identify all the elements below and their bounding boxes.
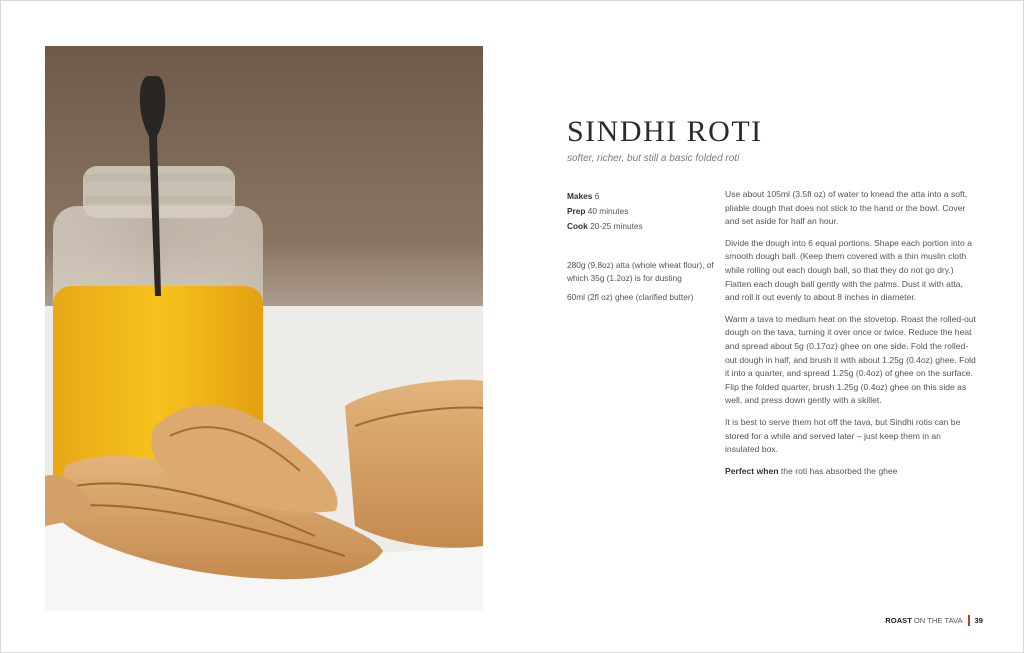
meta-cook [567, 219, 643, 234]
meta-label: Makes [567, 191, 593, 201]
method-steps [725, 188, 977, 486]
ingredient-item: 280g (9.8oz) atta (whole wheat flour), of which 35g (1.2oz) is for dusting [567, 260, 714, 283]
footer-section-rest: ON THE TAVA [913, 616, 963, 625]
perfect-when-label: Perfect when [725, 465, 779, 476]
footer-divider [968, 615, 970, 626]
meta-value: 20-25 minutes [590, 221, 643, 231]
recipe-meta [567, 189, 643, 234]
perfect-when-text: the roti has absorbed the ghee [778, 465, 898, 476]
recipe-photo [45, 46, 483, 611]
method-step: Divide the dough into 6 equal portions. Shape each portion into a smooth dough ball. (Keep them covered with a thin muslin cloth while rolling out each dough ball, so that they do not go dry.) Flatten each dough ball gently with the palms. Dust it with atta, and roll it out evenly to about 8 inches in diameter. [725, 237, 973, 303]
ghee-jar-and-rotis-illustration [45, 46, 483, 611]
meta-value: 40 minutes [587, 206, 629, 216]
meta-label: Prep [567, 206, 586, 216]
ingredients-list [567, 259, 717, 311]
meta-value: 6 [594, 191, 600, 201]
method-step: Warm a tava to medium heat on the stovetop. Roast the rolled-out dough on the tava, turning it over once or twice. Reduce the heat and spread about 5g (0.17oz) ghee on one side. Fold the rolled-out dough in half, and brush it with about 1.25g (0.4oz) ghee. Fold it into a quarter, and spread 1.25g (0.4oz) of ghee on the surface. Flip the folded quarter, brush 1.25g (0.4oz) ghee on this side as well, and press down gently with a skillet. [725, 313, 976, 406]
ingredient-item: 60ml (2fl oz) ghee (clarified butter) [567, 292, 694, 303]
meta-label: Cook [567, 221, 588, 231]
footer-section: ROAST [885, 616, 912, 625]
page-footer [885, 615, 983, 626]
recipe-subtitle: softer, richer, but still a basic folded roti [567, 153, 740, 164]
method-step: It is best to serve them hot off the tava, but Sindhi rotis can be stored for a while and served later – just keep them in an insulated box. [725, 416, 961, 455]
method-step: Use about 105ml (3.5fl oz) of water to knead the atta into a soft, pliable dough that does not stick to the hand or the bowl. Cover and set aside for half an hour. [725, 189, 968, 227]
page-number: 39 [974, 616, 983, 625]
recipe-title: SINDHI ROTI [567, 115, 763, 148]
perfect-when [725, 465, 977, 479]
meta-prep [567, 204, 643, 219]
meta-makes [567, 189, 643, 204]
